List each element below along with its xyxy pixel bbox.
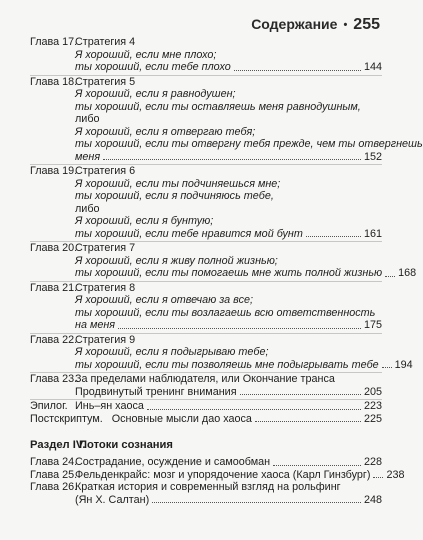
chapter-title: Стратегия 8 bbox=[75, 281, 136, 294]
page-number: 223 bbox=[363, 400, 382, 412]
chapter-subtitle-conjunction: либо bbox=[75, 113, 100, 125]
chapter-subtitle-line: Я хороший, если я отвергаю тебя; bbox=[75, 125, 256, 138]
page-number: 248 bbox=[363, 493, 382, 506]
chapter-label: Глава 19. bbox=[30, 165, 78, 177]
page-number: 161 bbox=[363, 227, 382, 240]
dot-leader bbox=[255, 421, 361, 422]
toc-entry-chapter-17[interactable] bbox=[30, 36, 382, 74]
chapter-label: Глава 17. bbox=[30, 36, 78, 48]
chapter-subtitle-line: ты хороший, если ты помогаешь мне жить полной жизнью bbox=[75, 267, 383, 279]
dot-leader bbox=[273, 465, 361, 466]
dot-leader bbox=[152, 502, 361, 503]
chapter-title-continued: Продвинутый тренинг внимания bbox=[75, 385, 237, 398]
dot-leader bbox=[118, 328, 361, 329]
page-number: 168 bbox=[398, 267, 417, 279]
chapter-subtitle-line: Я хороший, если я бунтую; bbox=[75, 215, 214, 227]
chapter-title: Инь–ян хаоса bbox=[75, 400, 144, 412]
running-head-title: Содержание bbox=[251, 16, 338, 32]
toc-entry-chapter-25[interactable] bbox=[30, 468, 405, 482]
section-title: Потоки сознания bbox=[79, 439, 173, 451]
table-of-contents bbox=[30, 36, 423, 506]
chapter-label: Глава 23. bbox=[30, 373, 78, 385]
chapter-subtitle-line: на меня bbox=[75, 319, 116, 331]
toc-entry-postscript[interactable] bbox=[30, 413, 382, 426]
dot-leader bbox=[306, 236, 361, 237]
page-number: 144 bbox=[363, 61, 382, 73]
chapter-title-continued: (Ян Х. Салтан) bbox=[75, 493, 150, 506]
page-number: 152 bbox=[363, 150, 382, 163]
chapter-label: Постскриптум. bbox=[30, 412, 103, 425]
dot-leader bbox=[234, 70, 361, 71]
chapter-subtitle-line: Я хороший, если ты подчиняешься мне; bbox=[75, 177, 281, 190]
page-number: 175 bbox=[363, 319, 382, 331]
page-number: 228 bbox=[363, 456, 382, 468]
chapter-subtitle-line: ты хороший, если ты оставляешь меня равнодушным, bbox=[75, 100, 361, 113]
chapter-subtitle-line: ты хороший, если ты позволяешь мне подыгрывать тебе bbox=[75, 358, 379, 371]
chapter-subtitle-line: Я хороший, если мне плохо; bbox=[75, 48, 217, 61]
section-heading[interactable] bbox=[30, 439, 382, 451]
dot-leader bbox=[385, 276, 395, 277]
page-number: 205 bbox=[363, 385, 382, 398]
dot-leader bbox=[147, 409, 361, 410]
page-number: 238 bbox=[386, 468, 405, 481]
page-number: 225 bbox=[363, 412, 382, 425]
chapter-title: Стратегия 6 bbox=[75, 165, 136, 177]
chapter-subtitle-line: ты хороший, если я подчиняюсь тебе, bbox=[75, 190, 274, 202]
toc-entry-chapter-26[interactable] bbox=[30, 481, 382, 506]
chapter-subtitle-conjunction: либо bbox=[75, 202, 100, 215]
chapter-subtitle-line: Я хороший, если я подыгрываю тебе; bbox=[75, 346, 269, 358]
dot-leader bbox=[382, 367, 392, 368]
chapter-subtitle-line: ты хороший, если ты отвергну тебя прежде, чем ты отвергнешь bbox=[75, 138, 423, 150]
chapter-subtitle-line: ты хороший, если тебе плохо bbox=[75, 61, 231, 73]
chapter-label: Глава 26. bbox=[30, 481, 78, 493]
chapter-subtitle-line: меня bbox=[75, 150, 101, 163]
chapter-subtitle-line: Я хороший, если я равнодушен; bbox=[75, 88, 236, 100]
chapter-subtitle-line: ты хороший, если тебе нравится мой бунт bbox=[75, 227, 303, 240]
dot-leader bbox=[240, 394, 361, 395]
page-number: 194 bbox=[394, 358, 413, 371]
chapter-title: Стратегия 7 bbox=[75, 242, 136, 254]
chapter-label: Глава 18. bbox=[30, 75, 78, 88]
toc-entry-chapter-19[interactable] bbox=[30, 165, 382, 240]
dot-leader bbox=[103, 159, 361, 160]
toc-entry-chapter-18[interactable] bbox=[30, 75, 423, 164]
chapter-title: Сострадание, осуждение и самообман bbox=[75, 456, 271, 468]
running-head-page-number: 255 bbox=[353, 16, 380, 33]
chapter-label: Глава 25. bbox=[30, 468, 78, 481]
chapter-title: Фельденкрайс: мозг и упорядочение хаоса (Карл Гинзбург) bbox=[75, 468, 371, 481]
chapter-title: Краткая история и современный взгляд на рольфинг bbox=[75, 481, 341, 493]
chapter-label: Глава 22. bbox=[30, 333, 78, 346]
dot-leader bbox=[373, 477, 383, 478]
toc-entry-chapter-24[interactable] bbox=[30, 456, 382, 469]
chapter-label: Глава 20. bbox=[30, 242, 78, 254]
chapter-label: Эпилог. bbox=[30, 400, 68, 412]
toc-entry-chapter-20[interactable] bbox=[30, 242, 417, 280]
toc-entry-chapter-23[interactable] bbox=[30, 373, 382, 398]
toc-entry-chapter-21[interactable] bbox=[30, 282, 382, 332]
chapter-label: Глава 21. bbox=[30, 281, 78, 294]
chapter-title: Основные мысли дао хаоса bbox=[111, 412, 252, 425]
chapter-subtitle-line: Я хороший, если я живу полной жизнью; bbox=[75, 254, 278, 267]
chapter-title: Стратегия 9 bbox=[75, 333, 136, 346]
running-head bbox=[251, 16, 380, 34]
chapter-label: Глава 24. bbox=[30, 456, 78, 468]
chapter-title: За пределами наблюдателя, или Окончание транса bbox=[75, 373, 335, 385]
toc-entry-epilogue[interactable] bbox=[30, 400, 382, 413]
running-head-separator: • bbox=[343, 19, 348, 31]
chapter-subtitle-line: ты хороший, если ты возлагаешь всю ответственность bbox=[75, 306, 376, 319]
chapter-title: Стратегия 5 bbox=[75, 75, 136, 88]
chapter-subtitle-line: Я хороший, если я отвечаю за все; bbox=[75, 294, 253, 306]
section-label: Раздел IV. bbox=[30, 439, 86, 451]
chapter-title: Стратегия 4 bbox=[75, 36, 136, 48]
toc-entry-chapter-22[interactable] bbox=[30, 333, 413, 372]
